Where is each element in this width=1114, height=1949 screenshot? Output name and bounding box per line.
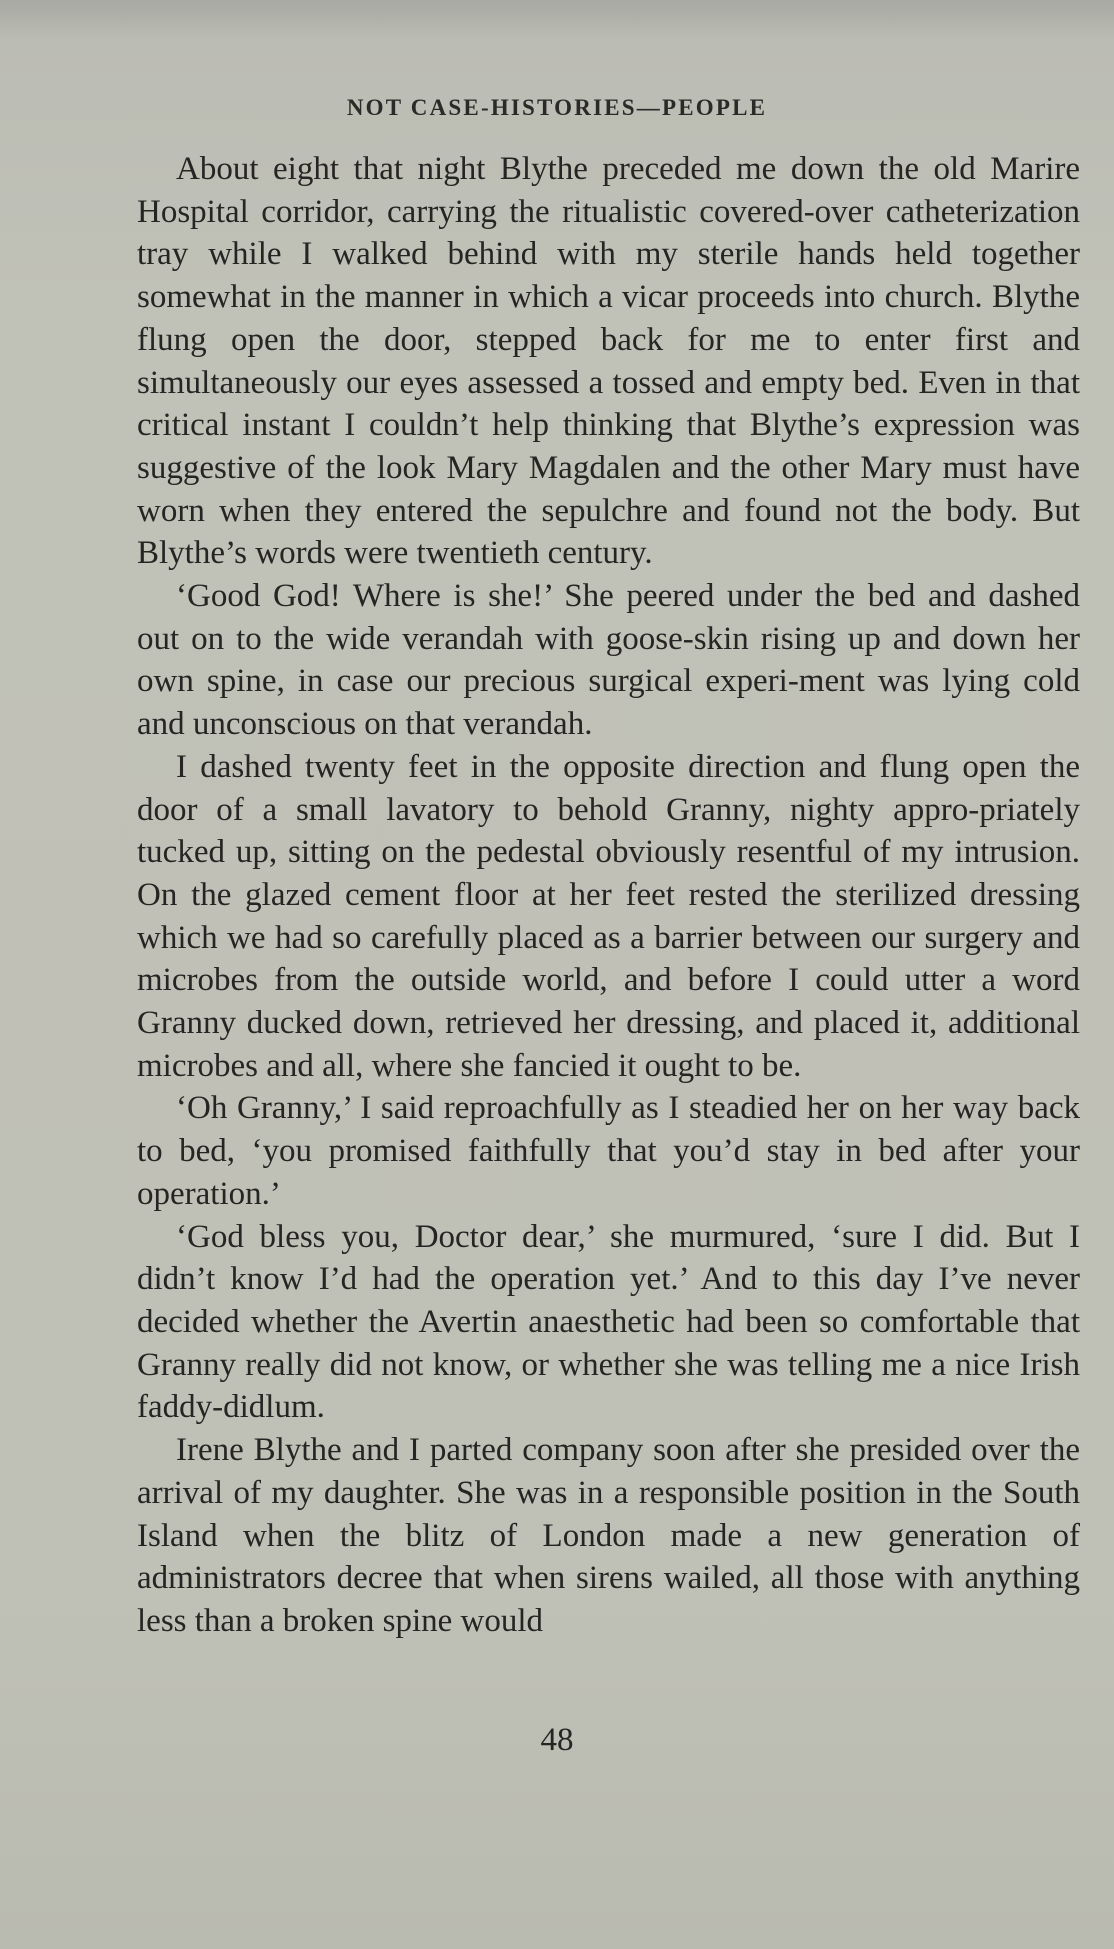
paragraph-4: ‘Oh Granny,’ I said reproachfully as I steadied her on her way back to bed, ‘you promised faithfully that you’d stay in bed after your operation.’	[137, 1090, 1080, 1212]
paragraph-1: About eight that night Blythe preceded me down the old Marire Hospital corridor, carrying the ritualistic covered-over catheterization tray while I walked behind with my sterile hands held together somewhat in the manner in which a vicar proceeds into church. Blythe flung open the door, stepped back for me to enter first and simultaneously our eyes assessed a tossed and empty bed. Even in that critical instant I couldn’t help thinking that Blythe’s expression was suggestive of the look Mary Magdalen and the other Mary must have worn when they entered the sepulchre and found not the body. But Blythe’s words were twentieth century.	[137, 151, 1080, 572]
running-head: NOT CASE-HISTORIES—PEOPLE	[346, 95, 768, 120]
body-text	[137, 148, 1080, 1643]
page-number: 48	[540, 1722, 574, 1758]
paragraph-3: I dashed twenty feet in the opposite direction and flung open the door of a small lavatory to behold Granny, nighty appro-priately tucked up, sitting on the pedestal obviously resentful of my intrusion. On the glazed cement floor at her feet rested the sterilized dressing which we had so carefully placed as a barrier between our surgery and microbes from the outside world, and before I could utter a word Granny ducked down, retrieved her dressing, and placed it, additional microbes and all, where she fancied it ought to be.	[137, 748, 1080, 1084]
paragraph-5: ‘God bless you, Doctor dear,’ she murmured, ‘sure I did. But I didn’t know I’d had the operation yet.’ And to this day I’ve never decided whether the Avertin anaesthetic had been so comfortable that Granny really did not know, or whether she was telling me a nice Irish faddy-didlum.	[137, 1218, 1080, 1426]
paragraph-2: ‘Good God! Where is she!’ She peered under the bed and dashed out on to the wide verandah with goose-skin rising up and down her own spine, in case our precious surgical experi-ment was lying cold and unconscious on that verandah.	[137, 578, 1080, 743]
paragraph-6: Irene Blythe and I parted company soon after she presided over the arrival of my daughter. She was in a responsible position in the South Island when the blitz of London made a new generation of administrators decree that when sirens wailed, all those with anything less than a broken spine would	[137, 1432, 1080, 1639]
